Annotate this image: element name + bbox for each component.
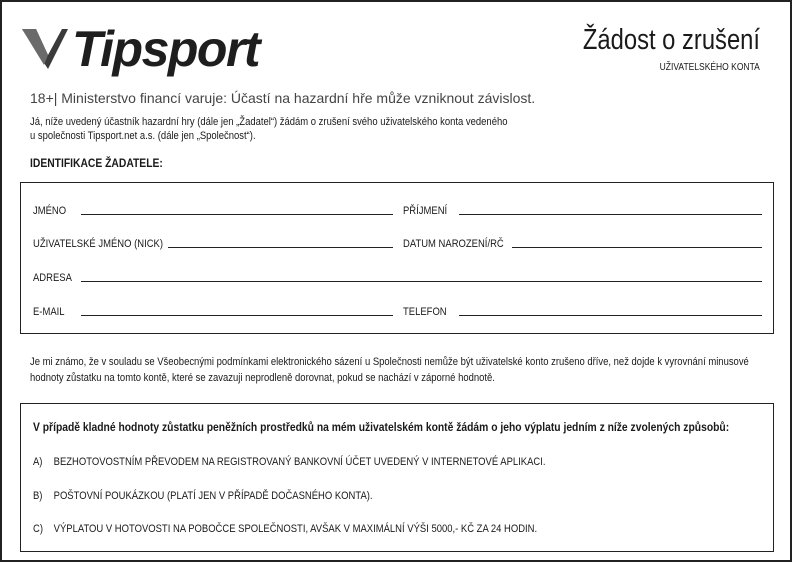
field-datum-line[interactable] bbox=[512, 247, 762, 248]
field-telefon-label: TELEFON bbox=[403, 306, 447, 318]
field-prijmeni[interactable] bbox=[403, 201, 763, 217]
field-datum-label: DATUM NAROZENÍ/RČ bbox=[403, 238, 504, 250]
field-prijmeni-label: PŘÍJMENÍ bbox=[403, 205, 448, 217]
field-telefon[interactable] bbox=[403, 302, 763, 318]
field-email-label: E-MAIL bbox=[33, 306, 65, 318]
document-title: Žádost o zrušení bbox=[582, 24, 760, 56]
payout-option-b-letter: B) bbox=[33, 490, 43, 502]
field-nick-line[interactable] bbox=[168, 247, 393, 248]
field-adresa-line[interactable] bbox=[81, 281, 762, 282]
field-adresa-label: ADRESA bbox=[33, 272, 72, 284]
field-email-line[interactable] bbox=[81, 315, 393, 316]
payout-option-b[interactable] bbox=[33, 490, 373, 502]
field-jmeno-label: JMÉNO bbox=[33, 205, 67, 217]
payout-option-c-text: VÝPLATOU V HOTOVOSTI NA POBOČCE SPOLEČNOSTI, AVŠAK V MAXIMÁLNÍ VÝŠI 5000,- KČ ZA 24 HODIN. bbox=[53, 523, 538, 535]
payout-option-a-text: BEZHOTOVOSTNÍM PŘEVODEM NA REGISTROVANÝ BANKOVNÍ ÚČET UVEDENÝ V INTERNETOVÉ APLIKACI. bbox=[53, 456, 546, 468]
field-jmeno[interactable] bbox=[33, 201, 393, 217]
field-nick[interactable] bbox=[33, 234, 393, 250]
field-email[interactable] bbox=[33, 302, 393, 318]
field-nick-label: UŽIVATELSKÉ JMÉNO (NICK) bbox=[33, 238, 164, 250]
balance-notice: Je mi známo, že v souladu se Všeobecnými podmínkami elektronického sázení u Společnosti nemůže být uživatelské konto zrušeno dříve, než dojde k vyrovnání minusové hodnoty zůstatku na tomto kontě, které se zavazuji neprodleně dorovnat, pokud se nachází v záporné hodnotě. bbox=[30, 356, 749, 384]
document-subtitle: UŽIVATELSKÉHO KONTA bbox=[659, 62, 760, 73]
payout-option-b-text: POŠTOVNÍ POUKÁZKOU (PLATÍ JEN V PŘÍPADĚ DOČASNÉHO KONTA). bbox=[53, 490, 373, 502]
brand-name: Tipsport bbox=[72, 21, 260, 77]
identification-box bbox=[20, 182, 774, 334]
field-adresa[interactable] bbox=[33, 268, 763, 284]
payout-option-c[interactable] bbox=[33, 523, 537, 535]
field-prijmeni-line[interactable] bbox=[459, 214, 762, 215]
field-jmeno-line[interactable] bbox=[81, 214, 393, 215]
tipsport-logo bbox=[22, 21, 260, 77]
payout-option-a-letter: A) bbox=[33, 456, 43, 468]
payout-heading: V případě kladné hodnoty zůstatku peněžních prostředků na mém uživatelském kontě žádám o jeho výplatu jedním z níže zvolených způsobů: bbox=[33, 420, 730, 434]
tipsport-v-icon bbox=[22, 27, 68, 71]
identification-title: IDENTIFIKACE ŽADATELE: bbox=[30, 156, 163, 170]
intro-text: Já, níže uvedený účastník hazardní hry (dále jen „Žadatel“) žádám o zrušení svého uživatelského konta vedeného u společnosti Tipsport.net a.s. (dále jen „Společnost“). bbox=[30, 116, 508, 142]
payout-box bbox=[20, 403, 774, 552]
field-datum[interactable] bbox=[403, 234, 763, 250]
gambling-warning: 18+| Ministerstvo financí varuje: Účastí na hazardní hře může vzniknout závislost. bbox=[30, 90, 536, 106]
field-telefon-line[interactable] bbox=[459, 315, 762, 316]
payout-option-c-letter: C) bbox=[33, 523, 43, 535]
payout-option-a[interactable] bbox=[33, 456, 545, 468]
